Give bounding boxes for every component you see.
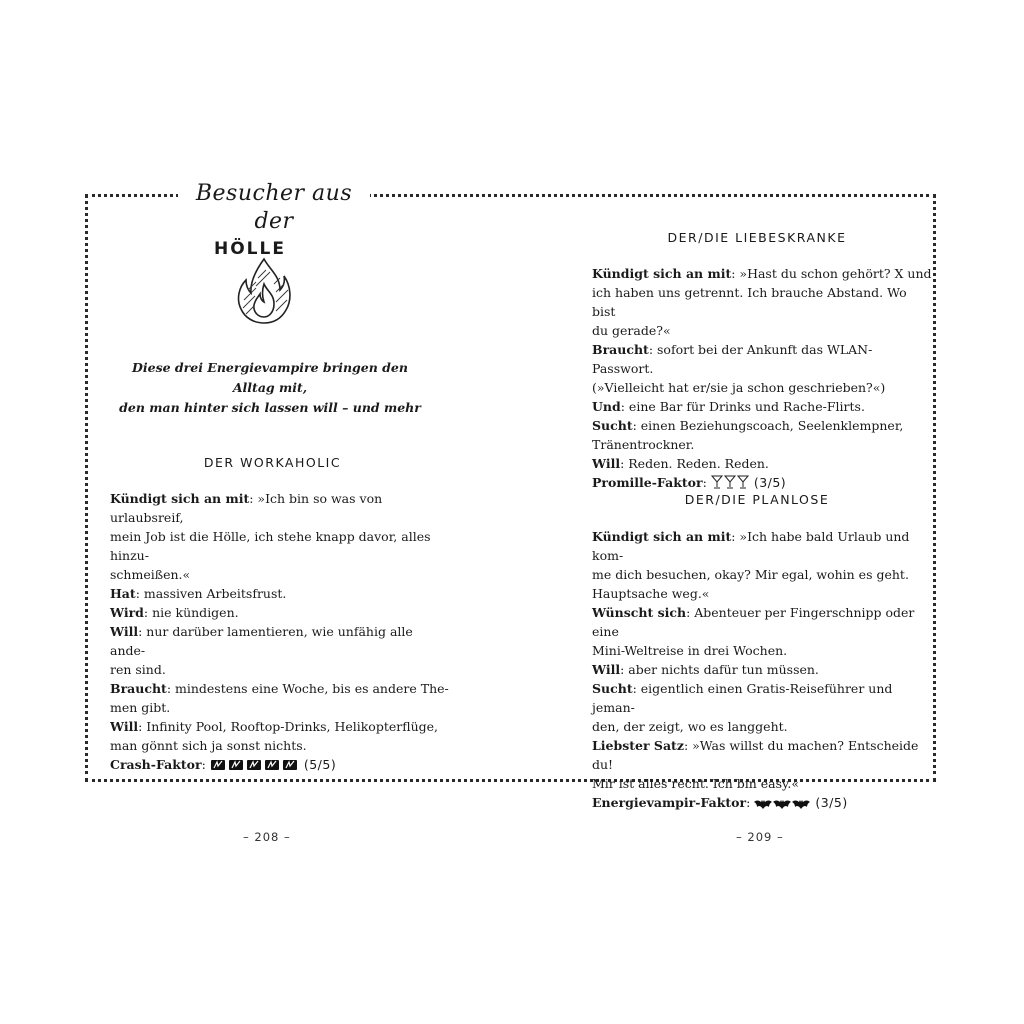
profile-text: me dich besuchen, okay? Mir egal, wohin es geht. (592, 567, 909, 582)
profile-line (592, 717, 932, 736)
profile-line (110, 603, 450, 622)
flame-icon (234, 256, 294, 326)
cocktail-glass-icon (711, 475, 723, 489)
profile-text: Mir ist alles recht. Ich bin easy.« (592, 776, 800, 791)
profile-line (592, 340, 932, 378)
profile-line (110, 698, 450, 717)
profile-text: : aber nichts dafür tun müssen. (620, 662, 819, 677)
explosion-icon (210, 759, 226, 771)
rating-label: Crash-Faktor (110, 757, 202, 772)
explosion-icon (264, 759, 280, 771)
profile-label: Braucht (110, 681, 167, 696)
profile-line (110, 660, 450, 679)
profile-text: : »Ich habe bald Urlaub und kom- (592, 529, 910, 563)
rating-icons (210, 757, 300, 776)
profile-text: : »Was willst du machen? Entscheide du! (592, 738, 919, 772)
profile-line (592, 660, 932, 679)
profile-line (592, 603, 932, 641)
profile-line (592, 679, 932, 717)
rating-value: (3/5) (815, 795, 848, 810)
profile-line (592, 283, 932, 321)
rating-colon: : (201, 757, 206, 772)
profile-label: Kündigt sich an mit (110, 491, 250, 506)
profile-line (592, 774, 932, 793)
profile-text: mein Job ist die Hölle, ich stehe knapp davor, alles hinzu- (110, 529, 431, 563)
profile-text: du gerade?« (592, 323, 671, 338)
profile-label: Kündigt sich an mit (592, 266, 732, 281)
profile-text: (»Vielleicht hat er/sie ja schon geschrieben?«) (592, 380, 886, 395)
profile-label: Wünscht sich (592, 605, 687, 620)
rating-value: (5/5) (303, 757, 337, 772)
profile-line (592, 527, 932, 565)
workaholic-profile (110, 489, 450, 776)
profile-label: Sucht (592, 681, 633, 696)
profile-label: Wird (110, 605, 144, 620)
rating-line (592, 473, 932, 494)
profile-line (110, 736, 450, 755)
profile-line (592, 321, 932, 340)
rating-label: Energievampir-Faktor (592, 795, 747, 810)
title-script-line: Besucher aus der (195, 181, 353, 234)
profile-label: Braucht (592, 342, 649, 357)
profile-label: Will (592, 662, 621, 677)
profile-line (110, 565, 450, 584)
profile-text: schmeißen.« (110, 567, 191, 582)
heading-liebeskranke: DER/DIE LIEBESKRANKE (667, 230, 847, 245)
profile-label: Liebster Satz (592, 738, 684, 753)
planlose-profile (592, 527, 932, 814)
bat-icon (792, 800, 810, 809)
profile-text: : Reden. Reden. Reden. (620, 456, 769, 471)
profile-text: : sofort bei der Ankunft das WLAN-Passwort. (592, 342, 873, 376)
rating-label: Promille-Faktor (592, 475, 703, 490)
page-number-left: – 208 – (243, 830, 291, 844)
profile-line (592, 641, 932, 660)
profile-text: : eine Bar für Drinks und Rache-Flirts. (620, 399, 865, 414)
profile-text: ren sind. (110, 662, 166, 677)
profile-line (592, 454, 932, 473)
profile-text: : einen Beziehungscoach, Seelenklempner, (632, 418, 904, 433)
rating-colon: : (746, 795, 751, 810)
profile-text: : »Ich bin so was von urlaubsreif, (110, 491, 383, 525)
explosion-icon (246, 759, 262, 771)
profile-line (110, 622, 450, 660)
title-caps-line: HÖLLE (214, 239, 286, 259)
profile-text: : mindestens eine Woche, bis es andere The- (166, 681, 449, 696)
cocktail-glass-icon (737, 475, 749, 489)
profile-label: Will (110, 624, 139, 639)
explosion-icon (282, 759, 298, 771)
profile-text: : »Hast du schon gehört? X und (731, 266, 932, 281)
profile-line (592, 378, 932, 397)
profile-line (592, 435, 932, 454)
profile-text: ich haben uns getrennt. Ich brauche Abstand. Wo bist (592, 285, 907, 319)
profile-line (592, 736, 932, 774)
rating-colon: : (702, 475, 707, 490)
profile-text: : nur darüber lamentieren, wie unfähig alle ande- (110, 624, 413, 658)
profile-text: : Infinity Pool, Rooftop-Drinks, Helikopterflüge, (138, 719, 438, 734)
profile-line (110, 527, 450, 565)
profile-text: Hauptsache weg.« (592, 586, 710, 601)
rating-line (592, 793, 932, 814)
profile-label: Kündigt sich an mit (592, 529, 732, 544)
profile-text: : Abenteuer per Fingerschnipp oder eine (592, 605, 915, 639)
intro-text: Diese drei Energievampire bringen den Alltag mit, den man hinter sich lassen will – und mehr (119, 360, 421, 415)
rating-value: (3/5) (753, 475, 787, 490)
profile-line (110, 679, 450, 698)
profile-label: Hat (110, 586, 136, 601)
rating-icons (754, 795, 811, 814)
profile-text: man gönnt sich ja sonst nichts. (110, 738, 307, 753)
profile-line (592, 397, 932, 416)
profile-text: : massiven Arbeitsfrust. (135, 586, 287, 601)
rating-line (110, 755, 450, 776)
profile-text: Tränentrockner. (592, 437, 695, 452)
bat-icon (773, 800, 791, 809)
profile-text: Mini-Weltreise in drei Wochen. (592, 643, 788, 658)
profile-text: men gibt. (110, 700, 171, 715)
chapter-title (178, 176, 370, 262)
heading-planlose: DER/DIE PLANLOSE (684, 492, 830, 507)
profile-label: Und (592, 399, 621, 414)
page-number-right: – 209 – (736, 830, 784, 844)
profile-text: : nie kündigen. (143, 605, 239, 620)
profile-line (110, 584, 450, 603)
profile-text: den, der zeigt, wo es langgeht. (592, 719, 788, 734)
bat-icon (754, 800, 772, 809)
heading-workaholic: DER WORKAHOLIC (203, 455, 342, 470)
profile-line (592, 416, 932, 435)
profile-label: Will (110, 719, 139, 734)
profile-label: Sucht (592, 418, 633, 433)
liebeskranke-profile (592, 264, 932, 494)
profile-line (592, 584, 932, 603)
profile-line (592, 264, 932, 283)
profile-label: Will (592, 456, 621, 471)
profile-line (110, 489, 450, 527)
profile-line (592, 565, 932, 584)
cocktail-glass-icon (724, 475, 736, 489)
explosion-icon (228, 759, 244, 771)
profile-line (110, 717, 450, 736)
profile-text: : eigentlich einen Gratis-Reiseführer und jeman- (592, 681, 893, 715)
